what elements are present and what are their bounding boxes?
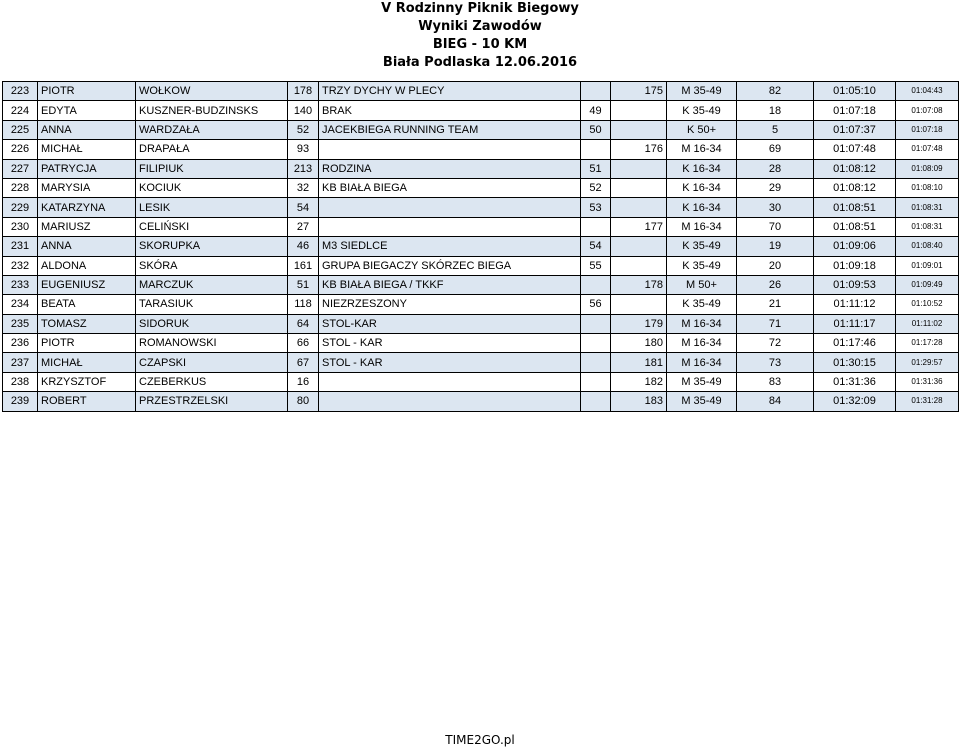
sex-place-cell	[581, 392, 611, 411]
net-time-cell: 01:08:31	[896, 217, 959, 236]
category-cell: M 35-49	[667, 392, 737, 411]
category-place-cell: 28	[737, 159, 814, 178]
category-cell: K 35-49	[667, 101, 737, 120]
open-place-cell	[611, 256, 667, 275]
open-place-cell: 181	[611, 353, 667, 372]
place-cell: 232	[3, 256, 38, 275]
first-name-cell: MARIUSZ	[38, 217, 136, 236]
place-cell: 236	[3, 334, 38, 353]
club-cell	[319, 392, 581, 411]
category-cell: M 16-34	[667, 314, 737, 333]
place-cell: 230	[3, 217, 38, 236]
sex-place-cell: 56	[581, 295, 611, 314]
club-cell: M3 SIEDLCE	[319, 237, 581, 256]
open-place-cell	[611, 295, 667, 314]
net-time-cell: 01:09:01	[896, 256, 959, 275]
last-name-cell: LESIK	[136, 198, 288, 217]
last-name-cell: TARASIUK	[136, 295, 288, 314]
open-place-cell	[611, 237, 667, 256]
sex-place-cell	[581, 353, 611, 372]
place-cell: 233	[3, 275, 38, 294]
category-place-cell: 72	[737, 334, 814, 353]
open-place-cell	[611, 198, 667, 217]
sex-place-cell	[581, 82, 611, 101]
club-cell	[319, 372, 581, 391]
last-name-cell: SKÓRA	[136, 256, 288, 275]
net-time-cell: 01:09:49	[896, 275, 959, 294]
net-time-cell: 01:29:57	[896, 353, 959, 372]
table-row	[3, 101, 959, 120]
table-row	[3, 120, 959, 139]
net-time-cell: 01:07:18	[896, 120, 959, 139]
table-row	[3, 82, 959, 101]
club-cell	[319, 217, 581, 236]
first-name-cell: EDYTA	[38, 101, 136, 120]
first-name-cell: PIOTR	[38, 82, 136, 101]
gun-time-cell: 01:09:06	[814, 237, 896, 256]
table-row	[3, 372, 959, 391]
race-distance: BIEG - 10 KM	[432, 37, 528, 52]
open-place-cell	[611, 178, 667, 197]
last-name-cell: DRAPAŁA	[136, 140, 288, 159]
category-place-cell: 83	[737, 372, 814, 391]
event-title: V Rodzinny Piknik Biegowy	[381, 1, 579, 16]
last-name-cell: CELIŃSKI	[136, 217, 288, 236]
first-name-cell: TOMASZ	[38, 314, 136, 333]
gun-time-cell: 01:07:48	[814, 140, 896, 159]
club-cell: GRUPA BIEGACZY SKÓRZEC BIEGA	[319, 256, 581, 275]
category-place-cell: 73	[737, 353, 814, 372]
gun-time-cell: 01:07:18	[814, 101, 896, 120]
gun-time-cell: 01:30:15	[814, 353, 896, 372]
sex-place-cell: 51	[581, 159, 611, 178]
place-cell: 239	[3, 392, 38, 411]
last-name-cell: FILIPIUK	[136, 159, 288, 178]
bib-cell: 93	[288, 140, 319, 159]
first-name-cell: MICHAŁ	[38, 353, 136, 372]
table-row	[3, 353, 959, 372]
place-cell: 238	[3, 372, 38, 391]
net-time-cell: 01:04:43	[896, 82, 959, 101]
net-time-cell: 01:08:31	[896, 198, 959, 217]
place-cell: 234	[3, 295, 38, 314]
sex-place-cell: 55	[581, 256, 611, 275]
table-row	[3, 198, 959, 217]
place-cell: 228	[3, 178, 38, 197]
category-place-cell: 71	[737, 314, 814, 333]
first-name-cell: ANNA	[38, 120, 136, 139]
sex-place-cell	[581, 334, 611, 353]
open-place-cell	[611, 159, 667, 178]
sex-place-cell: 54	[581, 237, 611, 256]
place-cell: 223	[3, 82, 38, 101]
last-name-cell: PRZESTRZELSKI	[136, 392, 288, 411]
bib-cell: 66	[288, 334, 319, 353]
last-name-cell: KOCIUK	[136, 178, 288, 197]
bib-cell: 46	[288, 237, 319, 256]
last-name-cell: CZAPSKI	[136, 353, 288, 372]
gun-time-cell: 01:08:51	[814, 198, 896, 217]
first-name-cell: KATARZYNA	[38, 198, 136, 217]
category-cell: M 16-34	[667, 217, 737, 236]
gun-time-cell: 01:31:36	[814, 372, 896, 391]
table-row	[3, 256, 959, 275]
last-name-cell: WOŁKOW	[136, 82, 288, 101]
club-cell: TRZY DYCHY W PLECY	[319, 82, 581, 101]
net-time-cell: 01:08:10	[896, 178, 959, 197]
open-place-cell	[611, 120, 667, 139]
first-name-cell: KRZYSZTOF	[38, 372, 136, 391]
category-cell: K 16-34	[667, 178, 737, 197]
last-name-cell: WARDZAŁA	[136, 120, 288, 139]
place-cell: 225	[3, 120, 38, 139]
net-time-cell: 01:31:28	[896, 392, 959, 411]
gun-time-cell: 01:32:09	[814, 392, 896, 411]
category-place-cell: 20	[737, 256, 814, 275]
table-row	[3, 295, 959, 314]
net-time-cell: 01:10:52	[896, 295, 959, 314]
open-place-cell: 179	[611, 314, 667, 333]
last-name-cell: KUSZNER-BUDZINSKS	[136, 101, 288, 120]
first-name-cell: BEATA	[38, 295, 136, 314]
gun-time-cell: 01:09:53	[814, 275, 896, 294]
first-name-cell: ALDONA	[38, 256, 136, 275]
open-place-cell: 175	[611, 82, 667, 101]
category-place-cell: 69	[737, 140, 814, 159]
first-name-cell: MICHAŁ	[38, 140, 136, 159]
category-cell: M 35-49	[667, 372, 737, 391]
category-place-cell: 82	[737, 82, 814, 101]
results-header	[0, 0, 960, 72]
net-time-cell: 01:07:48	[896, 140, 959, 159]
place-cell: 224	[3, 101, 38, 120]
club-cell: STOL - KAR	[319, 353, 581, 372]
sex-place-cell	[581, 314, 611, 333]
gun-time-cell: 01:08:51	[814, 217, 896, 236]
table-row	[3, 314, 959, 333]
category-cell: K 35-49	[667, 256, 737, 275]
bib-cell: 51	[288, 275, 319, 294]
bib-cell: 118	[288, 295, 319, 314]
gun-time-cell: 01:11:12	[814, 295, 896, 314]
bib-cell: 140	[288, 101, 319, 120]
category-cell: K 35-49	[667, 237, 737, 256]
net-time-cell: 01:07:08	[896, 101, 959, 120]
last-name-cell: ROMANOWSKI	[136, 334, 288, 353]
table-row	[3, 275, 959, 294]
place-cell: 226	[3, 140, 38, 159]
results-table	[2, 81, 959, 412]
bib-cell: 178	[288, 82, 319, 101]
bib-cell: 32	[288, 178, 319, 197]
category-cell: K 16-34	[667, 198, 737, 217]
club-cell	[319, 198, 581, 217]
gun-time-cell: 01:11:17	[814, 314, 896, 333]
bib-cell: 16	[288, 372, 319, 391]
results-title: Wyniki Zawodów	[418, 19, 542, 34]
category-place-cell: 84	[737, 392, 814, 411]
net-time-cell: 01:31:36	[896, 372, 959, 391]
category-place-cell: 18	[737, 101, 814, 120]
footer-brand: TIME2GO.pl	[445, 733, 515, 747]
category-place-cell: 19	[737, 237, 814, 256]
open-place-cell: 180	[611, 334, 667, 353]
category-cell: M 16-34	[667, 140, 737, 159]
category-place-cell: 21	[737, 295, 814, 314]
first-name-cell: PATRYCJA	[38, 159, 136, 178]
category-cell: M 16-34	[667, 353, 737, 372]
bib-cell: 213	[288, 159, 319, 178]
club-cell: KB BIAŁA BIEGA / TKKF	[319, 275, 581, 294]
category-place-cell: 70	[737, 217, 814, 236]
club-cell: KB BIAŁA BIEGA	[319, 178, 581, 197]
net-time-cell: 01:11:02	[896, 314, 959, 333]
bib-cell: 27	[288, 217, 319, 236]
table-row	[3, 392, 959, 411]
place-cell: 231	[3, 237, 38, 256]
event-location-date: Biała Podlaska 12.06.2016	[382, 55, 578, 70]
category-cell: K 35-49	[667, 295, 737, 314]
club-cell	[319, 140, 581, 159]
gun-time-cell: 01:17:46	[814, 334, 896, 353]
open-place-cell: 183	[611, 392, 667, 411]
category-cell: M 16-34	[667, 334, 737, 353]
sex-place-cell: 50	[581, 120, 611, 139]
club-cell: RODZINA	[319, 159, 581, 178]
gun-time-cell: 01:08:12	[814, 159, 896, 178]
table-row	[3, 237, 959, 256]
category-cell: M 35-49	[667, 82, 737, 101]
bib-cell: 52	[288, 120, 319, 139]
table-row	[3, 178, 959, 197]
sex-place-cell: 53	[581, 198, 611, 217]
gun-time-cell: 01:09:18	[814, 256, 896, 275]
first-name-cell: EUGENIUSZ	[38, 275, 136, 294]
place-cell: 229	[3, 198, 38, 217]
category-cell: K 50+	[667, 120, 737, 139]
club-cell: NIEZRZESZONY	[319, 295, 581, 314]
last-name-cell: SKORUPKA	[136, 237, 288, 256]
open-place-cell: 176	[611, 140, 667, 159]
category-place-cell: 29	[737, 178, 814, 197]
first-name-cell: ANNA	[38, 237, 136, 256]
first-name-cell: MARYSIA	[38, 178, 136, 197]
category-place-cell: 26	[737, 275, 814, 294]
bib-cell: 80	[288, 392, 319, 411]
table-row	[3, 334, 959, 353]
place-cell: 227	[3, 159, 38, 178]
bib-cell: 64	[288, 314, 319, 333]
category-place-cell: 30	[737, 198, 814, 217]
gun-time-cell: 01:05:10	[814, 82, 896, 101]
sex-place-cell	[581, 372, 611, 391]
sex-place-cell: 52	[581, 178, 611, 197]
category-place-cell: 5	[737, 120, 814, 139]
category-cell: K 16-34	[667, 159, 737, 178]
last-name-cell: SIDORUK	[136, 314, 288, 333]
sex-place-cell	[581, 140, 611, 159]
open-place-cell	[611, 101, 667, 120]
category-cell: M 50+	[667, 275, 737, 294]
gun-time-cell: 01:07:37	[814, 120, 896, 139]
sex-place-cell	[581, 275, 611, 294]
open-place-cell: 178	[611, 275, 667, 294]
club-cell: BRAK	[319, 101, 581, 120]
club-cell: STOL-KAR	[319, 314, 581, 333]
first-name-cell: PIOTR	[38, 334, 136, 353]
net-time-cell: 01:17:28	[896, 334, 959, 353]
open-place-cell: 177	[611, 217, 667, 236]
last-name-cell: CZEBERKUS	[136, 372, 288, 391]
open-place-cell: 182	[611, 372, 667, 391]
bib-cell: 54	[288, 198, 319, 217]
place-cell: 235	[3, 314, 38, 333]
gun-time-cell: 01:08:12	[814, 178, 896, 197]
net-time-cell: 01:08:40	[896, 237, 959, 256]
club-cell: STOL - KAR	[319, 334, 581, 353]
bib-cell: 161	[288, 256, 319, 275]
club-cell: JACEKBIEGA RUNNING TEAM	[319, 120, 581, 139]
table-row	[3, 159, 959, 178]
bib-cell: 67	[288, 353, 319, 372]
sex-place-cell: 49	[581, 101, 611, 120]
net-time-cell: 01:08:09	[896, 159, 959, 178]
last-name-cell: MARCZUK	[136, 275, 288, 294]
first-name-cell: ROBERT	[38, 392, 136, 411]
table-row	[3, 140, 959, 159]
table-row	[3, 217, 959, 236]
sex-place-cell	[581, 217, 611, 236]
place-cell: 237	[3, 353, 38, 372]
